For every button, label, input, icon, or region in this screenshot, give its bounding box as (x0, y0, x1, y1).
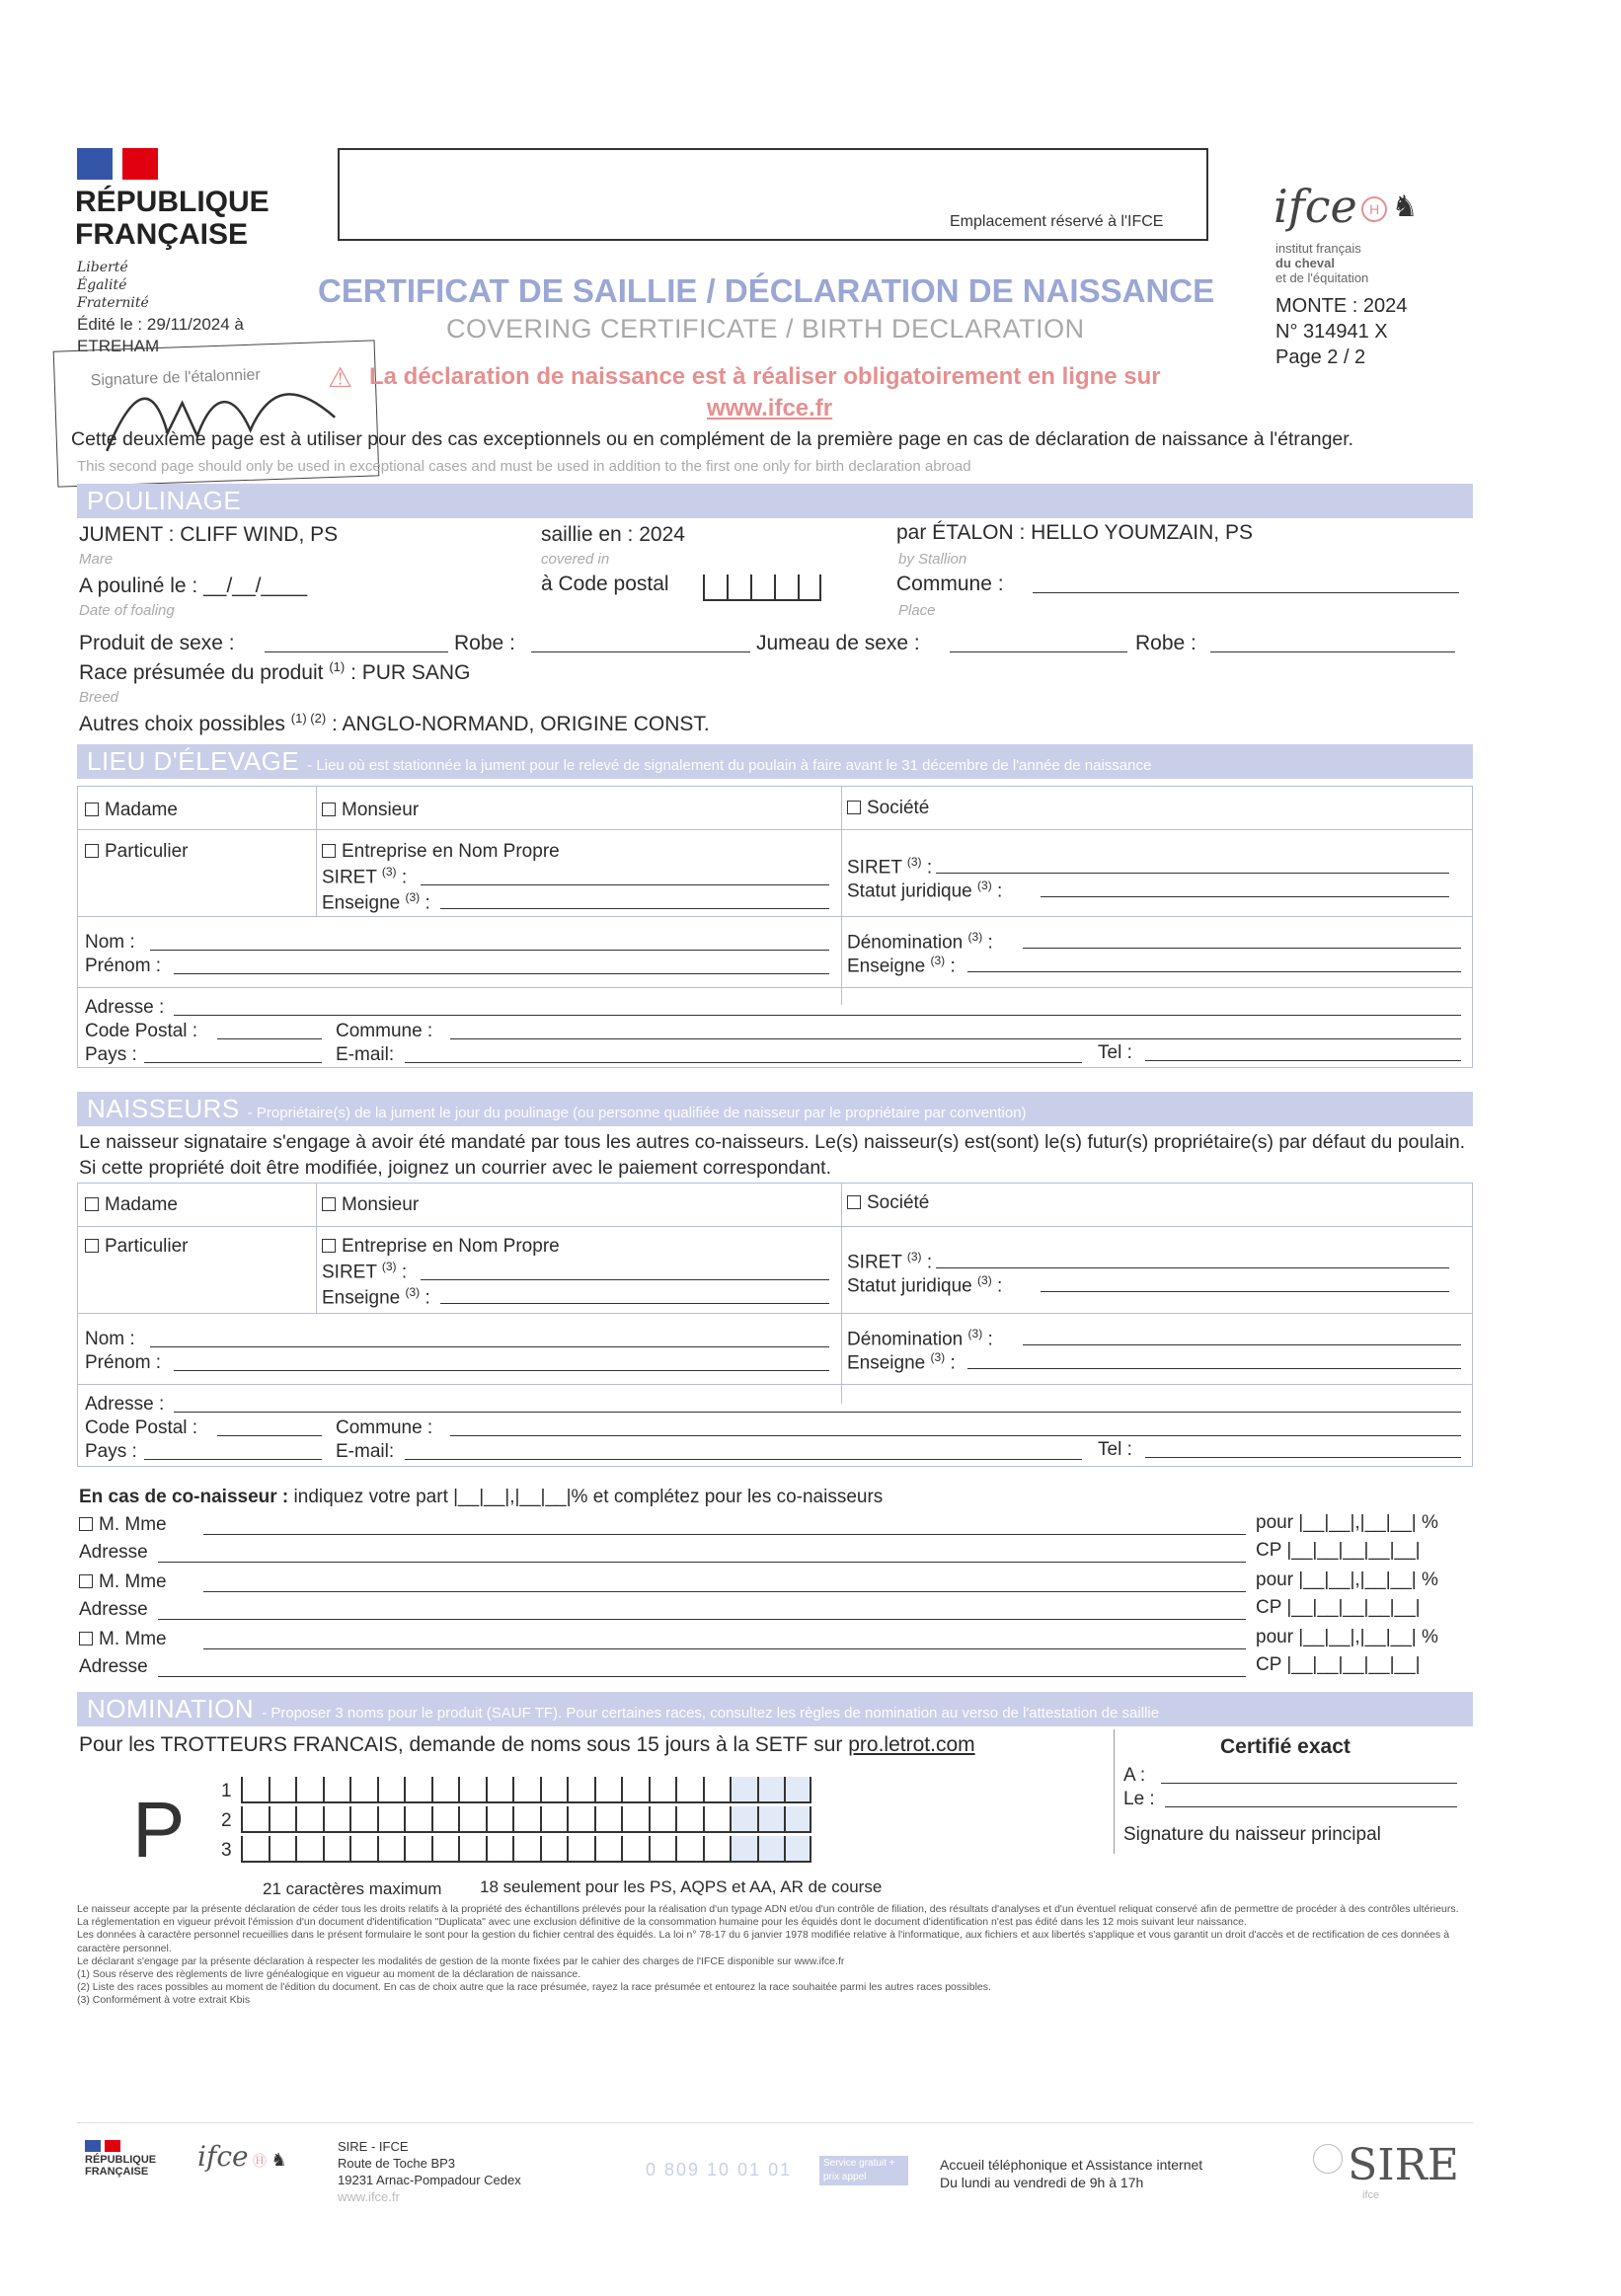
conaisseur-2-civility[interactable]: M. Mme (79, 1571, 167, 1593)
footer-assistance: Accueil téléphonique et Assistance internet Du lundi au vendredi de 9h à 17h (940, 2157, 1203, 2190)
footer-address: SIRE - IFCE Route de Toche BP3 19231 Arnac-Pompadour Cedex www.ifce.fr (338, 2139, 521, 2204)
ifce-logo: ifce H ♞ (1274, 180, 1419, 233)
naisseurs-adresse-label: Adresse : (85, 1394, 165, 1415)
conaisseur-1-name-field[interactable] (203, 1534, 1246, 1535)
naisseurs-entreprise-checkbox[interactable]: Entreprise en Nom Propre (322, 1236, 560, 1258)
lieu-adresse-field[interactable] (174, 1015, 1461, 1016)
jument-name: JUMENT : CLIFF WIND, PS (79, 523, 339, 546)
name-row-3[interactable] (241, 1836, 811, 1863)
naisseurs-nom-field[interactable] (150, 1346, 829, 1347)
lieu-enseigne-label: Enseigne $^{(3)}$ : (322, 890, 430, 914)
naisseurs-prenom-field[interactable] (174, 1370, 829, 1371)
naisseurs-adresse-field[interactable] (174, 1412, 1461, 1413)
code-postal-field[interactable] (703, 574, 821, 601)
conaisseur-1-pour[interactable]: pour |__|__|,|__|__| % (1256, 1512, 1438, 1533)
warning-icon: ⚠ (328, 362, 353, 393)
lieu-statut-field[interactable] (1041, 896, 1449, 897)
lieu-societe-siret-label: SIRET $^{(3)}$ : (847, 855, 933, 879)
legal-notes: Le naisseur accepte par la présente déclaration de céder tous les droits relatifs à la propriété des échantillons prélevés pour la réalisation d'un typage ADN et/ou d'un contrôle de filiation, des résultats d'analyses et d'un éventuel reliquat conservé afin de permettre de procéder à des contrôles ultérieurs. La réglementation en vigueur prévoit l'émission d'un document d'identification "Duplicata" avec une exclusion définitive de la consommation humaine pour les équidés dont le document d'identification n'est pas édité dans les 12 mois suivant leur naissance. Les données à caractère personnel recueillies dans le présent formulaire le sont pour la gestion du fichier central des équidés. La loi n° 78-17 du 6 janvier 1978 modifiée relative à l'informatique, aux fichiers et aux libertés s'applique et vous garantit un droit d'accès et de rectification de ces données à caractère personnel. Le déclarant s'engage par la présente déclaration à respecter les modalités de gestion de la monte fixées par le cahier des charges de l'IFCE disponible sur www.ifce.fr (1) Sous réserve des règlements de livre généalogique en vigueur au moment de la déclaration de naissance. (2) Liste des races possibles au moment de l'édition du document. En cas de choix autre que la race présumée, rayez la race présumée et entourez la race souhaitée parmi les autres races possibles. (3) Conformément à votre extrait Kbis (77, 1903, 1459, 2007)
commune-field[interactable] (1033, 592, 1459, 593)
conaisseur-2-pour[interactable]: pour |__|__|,|__|__| % (1256, 1569, 1438, 1590)
naisseurs-enseigne-field[interactable] (440, 1303, 829, 1304)
lieu-adresse-label: Adresse : (85, 997, 165, 1018)
sire-circle-icon (1313, 2144, 1343, 2174)
etalon-name: par ÉTALON : HELLO YOUMZAIN, PS (896, 521, 1253, 544)
lieu-pays-field[interactable] (144, 1062, 322, 1063)
conaisseur-1-adresse-label: Adresse (79, 1542, 148, 1563)
naisseurs-cp-label: Code Postal : (85, 1417, 198, 1438)
conaisseur-1-cp[interactable]: CP |__|__|__|__|__| (1256, 1540, 1421, 1561)
naisseurs-pays-label: Pays : (85, 1441, 137, 1462)
name-row-label-1: 1 (221, 1781, 232, 1801)
naisseurs-commune-field[interactable] (450, 1435, 1461, 1436)
lieu-siret-label: SIRET $^{(3)}$ : (322, 865, 408, 888)
name-row-label-2: 2 (221, 1810, 232, 1831)
footer-sire-sub: ifce (1362, 2189, 1380, 2201)
produit-sexe-label: Produit de sexe : (79, 632, 235, 654)
naisseurs-email-field[interactable] (405, 1459, 1082, 1460)
lieu-enseigne-field[interactable] (440, 908, 829, 909)
nomination-header: NOMINATION - Proposer 3 noms pour le produit (SAUF TF). Pour certaines races, consultez les règles de nomination au verso de l'attestation de saillie (77, 1692, 1473, 1726)
lieu-cp-label: Code Postal : (85, 1021, 198, 1041)
jumeau-field[interactable] (950, 651, 1127, 652)
warning-link[interactable]: www.ifce.fr (707, 395, 833, 421)
naisseurs-particulier-checkbox[interactable]: Particulier (85, 1236, 188, 1258)
page-title: CERTIFICAT DE SAILLIE / DÉCLARATION DE NAISSANCE (318, 272, 1215, 309)
lieu-commune-label: Commune : (336, 1021, 433, 1041)
naisseurs-prenom-label: Prénom : (85, 1352, 162, 1373)
lieu-enseigne2-field[interactable] (967, 971, 1461, 972)
naisseurs-siret-field[interactable] (421, 1279, 829, 1280)
naisseurs-statut-label: Statut juridique $^{(3)}$ : (847, 1273, 1003, 1297)
lieu-commune-field[interactable] (450, 1038, 1461, 1039)
lieu-nom-field[interactable] (150, 950, 829, 951)
lieu-email-field[interactable] (405, 1062, 1082, 1063)
code-postal-label: à Code postal (541, 573, 669, 595)
commune-label: Commune : (896, 573, 1004, 595)
naisseurs-commune-label: Commune : (336, 1417, 433, 1438)
naisseurs-enseigne2-field[interactable] (967, 1368, 1461, 1369)
letrot-link[interactable]: pro.letrot.com (848, 1733, 975, 1756)
conaisseur-3-adresse-field[interactable] (158, 1676, 1246, 1677)
lieu-denomination-label: Dénomination $^{(3)}$ : (847, 930, 993, 954)
intro-text-en: This second page should only be used in exceptional cases and must be used in addition to the first one only for birth declaration abroad (77, 458, 971, 475)
naisseurs-statut-field[interactable] (1041, 1291, 1449, 1292)
name-row-2[interactable] (241, 1806, 811, 1833)
naisseurs-nom-label: Nom : (85, 1329, 135, 1349)
lieu-statut-label: Statut juridique $^{(3)}$ : (847, 879, 1003, 902)
warning-text: La déclaration de naissance est à réaliser obligatoirement en ligne sur (369, 363, 1161, 390)
lieu-tel-field[interactable] (1145, 1060, 1461, 1061)
footer-rider-icon: ♞ (270, 2150, 287, 2170)
trotteurs-text: Pour les TROTTEURS FRANCAIS, demande de noms sous 15 jours à la SETF sur pro.letrot.com (79, 1733, 975, 1756)
certifie-a-field[interactable] (1161, 1783, 1457, 1784)
monte-info: MONTE : 2024 N° 314941 X Page 2 / 2 (1275, 295, 1408, 368)
stallion-hint: by Stallion (898, 551, 967, 568)
conaisseur-intro: En cas de co-naisseur : indiquez votre part |__|__|,|__|__|% et complétez pour les co-naisseurs (79, 1487, 884, 1507)
lieu-denomination-field[interactable] (1023, 948, 1461, 949)
republique-label: RÉPUBLIQUE FRANÇAISE (75, 186, 270, 251)
footer-rf-text: RÉPUBLIQUE FRANÇAISE (85, 2154, 157, 2178)
ifce-subtitle: institut français du cheval et de l'équitation (1275, 241, 1369, 285)
poulinage-header: POULINAGE (77, 484, 1473, 518)
intro-text: Cette deuxième page est à utiliser pour des cas exceptionnels ou en complément de la première page en cas de déclaration de naissance à l'étranger. (71, 428, 1354, 450)
jumeau-label: Jumeau de sexe : (756, 632, 920, 654)
lieu-particulier-checkbox[interactable]: Particulier (85, 841, 188, 863)
produit-sexe-field[interactable] (265, 651, 448, 652)
conaisseur-3-adresse-label: Adresse (79, 1656, 148, 1677)
conaisseur-1-adresse-field[interactable] (158, 1562, 1246, 1563)
lieu-prenom-field[interactable] (174, 973, 829, 974)
naisseurs-enseigne2-label: Enseigne $^{(3)}$ : (847, 1350, 956, 1374)
saillie-year: saillie en : 2024 (541, 523, 685, 546)
max-chars-18: 18 seulement pour les PS, AQPS et AA, AR de course (480, 1877, 883, 1896)
certifie-exact: Certifié exact (1220, 1735, 1351, 1758)
lieu-prenom-label: Prénom : (85, 956, 162, 976)
lieu-societe-siret-field[interactable] (936, 873, 1449, 874)
conaisseur-2-name-field[interactable] (203, 1591, 1246, 1592)
naisseurs-header: NAISSEURS - Propriétaire(s) de la jument le jour du poulinage (ou personne qualifiée de naisseur par le propriétaire par convention) (77, 1092, 1473, 1126)
lieu-entreprise-checkbox[interactable]: Entreprise en Nom Propre (322, 841, 560, 863)
conaisseur-2-adresse-field[interactable] (158, 1619, 1246, 1620)
certifie-le-label: Le : (1123, 1789, 1155, 1809)
naisseurs-societe-siret-field[interactable] (936, 1267, 1449, 1268)
reserved-label: Emplacement réservé à l'IFCE (950, 213, 1164, 230)
lieu-madame-checkbox[interactable]: Madame (85, 800, 178, 821)
conaisseur-3-civility[interactable]: M. Mme (79, 1629, 167, 1650)
edition-date: Édité le : 29/11/2024 à ETREHAM (77, 315, 244, 355)
footer-sire-logo: SIRE (1313, 2140, 1459, 2190)
name-row-label-3: 3 (221, 1840, 232, 1861)
breed-hint: Breed (79, 689, 119, 706)
lieu-cp-field[interactable] (217, 1038, 322, 1039)
lieu-nom-label: Nom : (85, 932, 135, 953)
certifie-a-label: A : (1123, 1765, 1146, 1786)
footer-phone: 0 809 10 01 01 (646, 2160, 793, 2180)
naisseurs-siret-label: SIRET $^{(3)}$ : (322, 1260, 408, 1283)
conaisseur-2-cp[interactable]: CP |__|__|__|__|__| (1256, 1597, 1421, 1618)
covered-hint: covered in (541, 551, 610, 568)
republique-logo (77, 148, 158, 180)
naisseurs-enseigne-label: Enseigne $^{(3)}$ : (322, 1285, 430, 1309)
robe2-label: Robe : (1135, 632, 1196, 654)
conaisseur-2-adresse-label: Adresse (79, 1599, 148, 1620)
lieu-tel-label: Tel : (1098, 1042, 1132, 1063)
naisseurs-societe-checkbox[interactable]: Société (847, 1192, 929, 1214)
lieu-email-label: E-mail: (336, 1044, 395, 1065)
footer-service: Service gratuit + prix appel (819, 2156, 908, 2185)
place-hint: Place (898, 602, 936, 619)
lieu-pays-label: Pays : (85, 1044, 137, 1065)
name-row-1[interactable] (241, 1777, 811, 1803)
lieu-form-box (77, 786, 1473, 1068)
conaisseur-1-civility[interactable]: M. Mme (79, 1514, 167, 1536)
autres-choix: Autres choix possibles $^{(1) (2)}$ : ANGLO-NORMAND, ORIGINE CONST. (79, 711, 710, 735)
rider-icon: ♞ (1391, 191, 1419, 223)
naisseurs-denomination-label: Dénomination $^{(3)}$ : (847, 1327, 993, 1350)
lieu-elevage-header: LIEU D'ÉLEVAGE - Lieu où est stationnée la jument pour le relevé de signalement du poulain à faire avant le 31 décembre de l'année de naissance (77, 744, 1473, 779)
naisseurs-tel-field[interactable] (1145, 1457, 1461, 1458)
p-letter: P (132, 1786, 186, 1874)
conaisseur-3-name-field[interactable] (203, 1648, 1246, 1649)
naisseurs-pays-field[interactable] (144, 1459, 322, 1460)
naisseurs-madame-checkbox[interactable]: Madame (85, 1194, 178, 1216)
motto: Liberté Égalité Fraternité (77, 260, 149, 311)
naisseurs-societe-siret-label: SIRET $^{(3)}$ : (847, 1250, 933, 1273)
lieu-siret-field[interactable] (421, 884, 829, 885)
foaling-hint: Date of foaling (79, 602, 175, 619)
naisseurs-cp-field[interactable] (217, 1435, 322, 1436)
conaisseur-3-pour[interactable]: pour |__|__|,|__|__| % (1256, 1627, 1438, 1647)
page-subtitle: COVERING CERTIFICATE / BIRTH DECLARATION (446, 314, 1085, 344)
naisseurs-email-label: E-mail: (336, 1441, 395, 1462)
footer-horseshoe-icon: Ⓗ (253, 2153, 268, 2169)
lieu-monsieur-checkbox[interactable]: Monsieur (322, 800, 419, 821)
naisseurs-tel-label: Tel : (1098, 1439, 1132, 1460)
conaisseur-3-cp[interactable]: CP |__|__|__|__|__| (1256, 1654, 1421, 1675)
signature-naisseur: Signature du naisseur principal (1123, 1824, 1381, 1845)
footer-ifce-logo: ifce Ⓗ ♞ (197, 2140, 287, 2173)
certifie-le-field[interactable] (1165, 1806, 1457, 1807)
robe2-field[interactable] (1210, 651, 1455, 652)
robe-field[interactable] (531, 651, 750, 652)
naisseurs-monsieur-checkbox[interactable]: Monsieur (322, 1194, 419, 1216)
mare-hint: Mare (79, 551, 114, 568)
lieu-societe-checkbox[interactable]: Société (847, 798, 929, 819)
foaling-date[interactable]: A pouliné le : __/__/____ (79, 574, 308, 597)
signature-stamp: Signature de l'étalonnier (53, 340, 380, 487)
race-presumee: Race présumée du produit $^{(1)}$ : PUR SANG (79, 659, 471, 684)
max-chars: 21 caractères maximum (263, 1879, 442, 1898)
lieu-enseigne2-label: Enseigne $^{(3)}$ : (847, 954, 956, 977)
robe-label: Robe : (454, 632, 515, 654)
naisseurs-text: Le naisseur signataire s'engage à avoir été mandaté par tous les autres co-naisseurs. Le(s) naisseur(s) est(sont) le(s) futur(s) propriétaire(s) par défaut du poulain. Si cette propriété doit être modifiée, joignez un courrier avec le paiement correspondant. (79, 1131, 1466, 1179)
horseshoe-icon: H (1361, 196, 1387, 222)
footer-rf-logo (85, 2140, 120, 2152)
naisseurs-denomination-field[interactable] (1023, 1344, 1461, 1345)
